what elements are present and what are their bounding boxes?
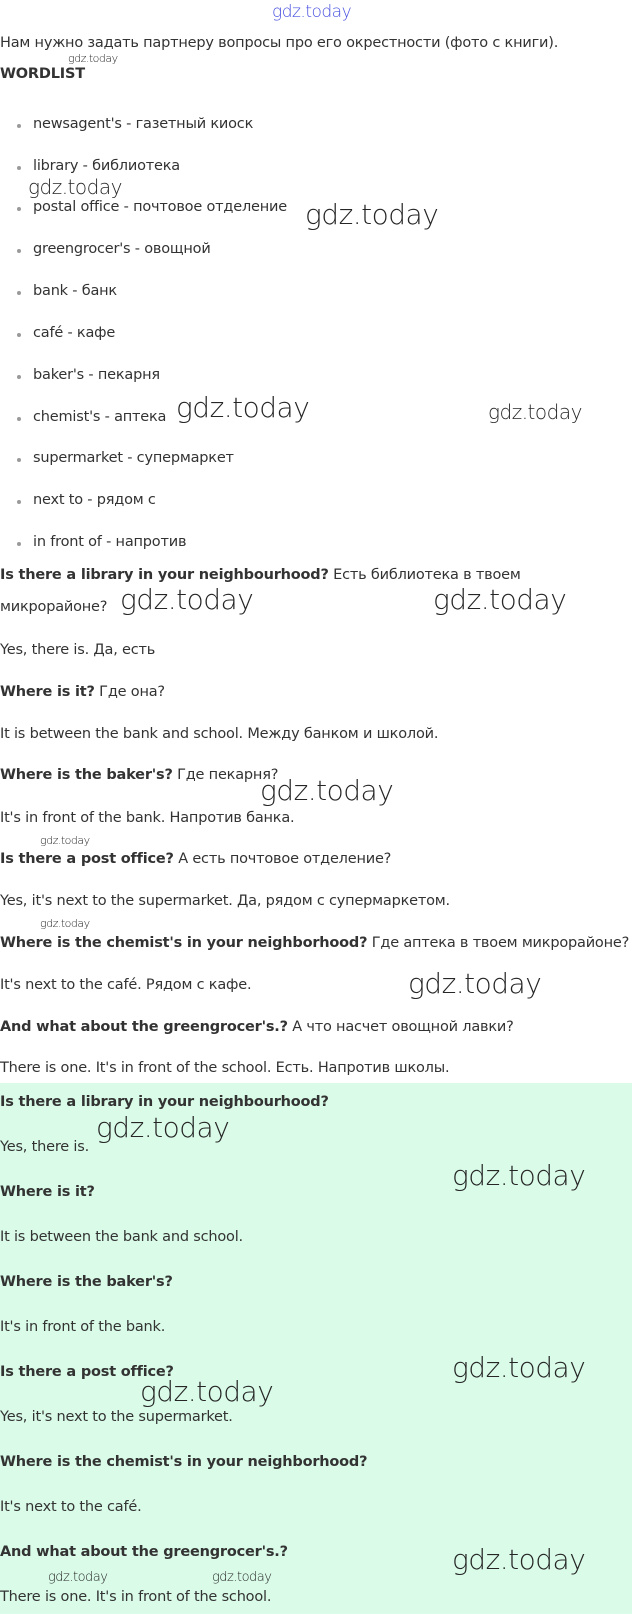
watermark: gdz.today <box>452 1543 586 1576</box>
dialogue-answer: Yes, there is. <box>0 1139 89 1155</box>
dialogue-question <box>0 1017 514 1037</box>
dialogue-answer: There is one. It's in front of the school. Есть. Напротив школы. <box>0 1060 450 1076</box>
wordlist-item: in front of - напротив <box>33 534 187 550</box>
bullet <box>17 291 21 295</box>
question-ru: Где аптека в твоем микрорайоне? <box>371 935 630 951</box>
watermark: gdz.today <box>176 391 310 424</box>
question-en: Is there a library in your neighbourhood? <box>0 567 329 583</box>
dialogue-answer: Yes, it's next to the supermarket. Да, рядом с супермаркетом. <box>0 893 450 909</box>
dialogue-answer: It's in front of the bank. Напротив банка. <box>0 810 295 826</box>
watermark: gdz.today <box>305 198 439 231</box>
watermark: gdz.today <box>433 583 567 616</box>
bullet <box>17 542 21 546</box>
question-en: Is there a post office? <box>0 851 174 867</box>
dialogue-answer: It is between the bank and school. Между банком и школой. <box>0 726 439 742</box>
question-en: Where is the chemist's in your neighborhood? <box>0 935 368 951</box>
watermark: gdz.today <box>140 1375 274 1408</box>
watermark: gdz.today <box>452 1159 586 1192</box>
wordlist-item: next to - рядом с <box>33 492 156 508</box>
watermark: gdz.today <box>48 1570 108 1585</box>
wordlist-item: café - кафе <box>33 325 116 341</box>
question-ru: А есть почтовое отделение? <box>178 851 392 867</box>
question-ru-continued: микрорайоне? <box>0 599 108 615</box>
wordlist-item: greengrocer's - овощной <box>33 241 211 257</box>
bullet <box>17 417 21 421</box>
watermark: gdz.today <box>40 917 90 930</box>
dialogue-answer: It's next to the café. <box>0 1499 142 1515</box>
dialogue-answer: It is between the bank and school. <box>0 1229 243 1245</box>
dialogue-question: And what about the greengrocer's.? <box>0 1544 288 1560</box>
bullet <box>17 500 21 504</box>
wordlist-item: baker's - пекарня <box>33 367 160 383</box>
dialogue-question: Is there a library in your neighbourhood? <box>0 1094 329 1110</box>
wordlist-item: postal office - почтовое отделение <box>33 199 287 215</box>
watermark: gdz.today <box>120 583 254 616</box>
dialogue-question <box>0 682 165 702</box>
wordlist-item: chemist's - аптека <box>33 409 167 425</box>
bullet <box>17 458 21 462</box>
dialogue-question: Where is the chemist's in your neighborhood? <box>0 1454 368 1470</box>
question-ru: Есть библиотека в твоем <box>333 567 521 583</box>
watermark: gdz.today <box>212 1570 272 1585</box>
dialogue-question <box>0 933 629 953</box>
bullet <box>17 124 21 128</box>
dialogue-question <box>0 765 278 785</box>
wordlist-title: WORDLIST <box>0 66 85 82</box>
watermark: gdz.today <box>452 1351 586 1384</box>
wordlist-item: bank - банк <box>33 283 117 299</box>
dialogue-answer: There is one. It's in front of the school. <box>0 1589 272 1605</box>
question-ru: Где пекарня? <box>177 767 279 783</box>
bullet <box>17 333 21 337</box>
dialogue-answer: It's in front of the bank. <box>0 1319 166 1335</box>
dialogue-question <box>0 565 521 585</box>
bullet <box>17 207 21 211</box>
bullet <box>17 249 21 253</box>
question-ru: А что насчет овощной лавки? <box>292 1019 514 1035</box>
intro-text: Нам нужно задать партнеру вопросы про его окрестности (фото с книги). <box>0 35 559 51</box>
watermark: gdz.today <box>260 774 394 807</box>
site-logo: gdz.today <box>272 2 352 22</box>
dialogue-question: Where is it? <box>0 1184 95 1200</box>
dialogue-question: Where is the baker's? <box>0 1274 173 1290</box>
wordlist-item: newsagent's - газетный киоск <box>33 116 254 132</box>
question-en: Where is it? <box>0 684 95 700</box>
watermark: gdz.today <box>40 834 90 847</box>
watermark: gdz.today <box>68 52 118 65</box>
watermark: gdz.today <box>408 967 542 1000</box>
question-ru: Где она? <box>99 684 165 700</box>
wordlist-item: supermarket - супермаркет <box>33 450 234 466</box>
question-en: And what about the greengrocer's.? <box>0 1019 288 1035</box>
question-en: Where is the baker's? <box>0 767 173 783</box>
dialogue-answer: Yes, it's next to the supermarket. <box>0 1409 233 1425</box>
bullet <box>17 375 21 379</box>
dialogue-answer: It's next to the café. Рядом с кафе. <box>0 977 252 993</box>
dialogue-answer: Yes, there is. Да, есть <box>0 642 156 658</box>
bullet <box>17 166 21 170</box>
watermark: gdz.today <box>488 400 582 424</box>
watermark: gdz.today <box>28 175 122 199</box>
dialogue-question: Is there a post office? <box>0 1364 174 1380</box>
wordlist-item: library - библиотека <box>33 158 180 174</box>
watermark: gdz.today <box>96 1111 230 1144</box>
dialogue-question <box>0 849 391 869</box>
